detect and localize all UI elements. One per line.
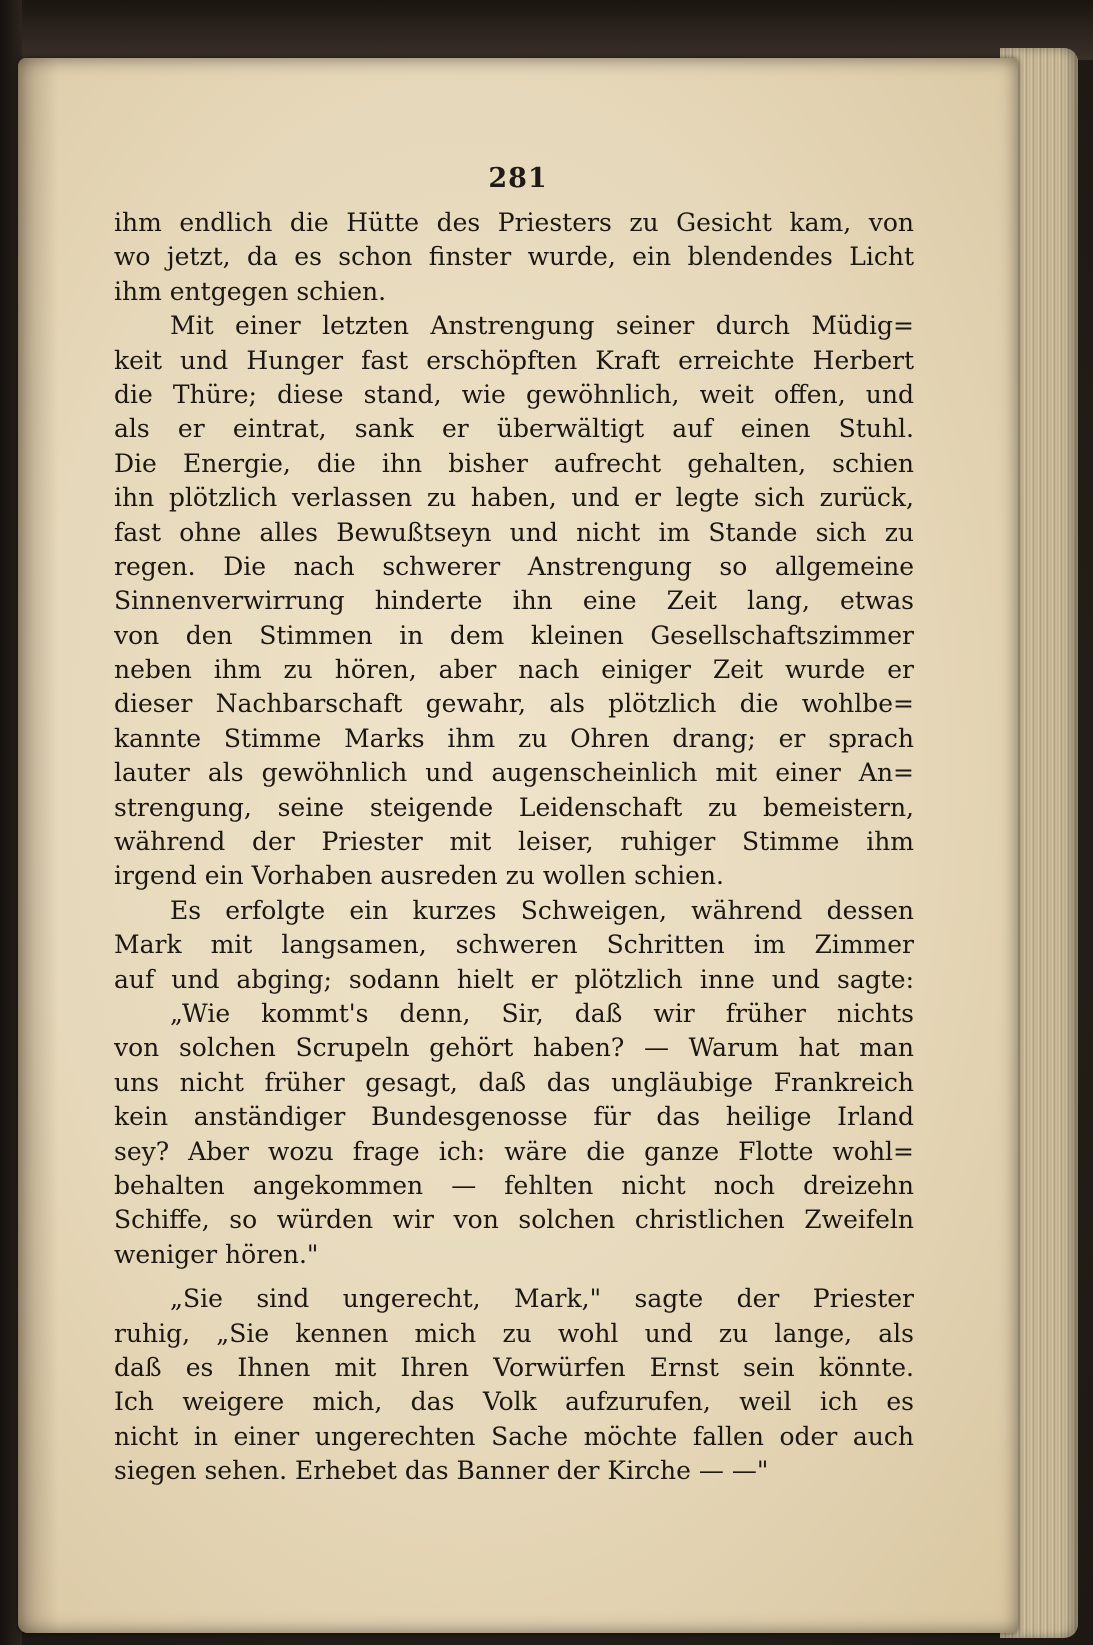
text-line: von den Stimmen in dem kleinen Gesellschaftszimmer	[114, 620, 914, 650]
text-line: als er eintrat, sank er überwältigt auf einen Stuhl.	[114, 414, 914, 444]
page-number: 281	[488, 163, 548, 194]
text-line: lauter als gewöhnlich und augenscheinlich mit einer An=	[114, 758, 914, 788]
text-line: Sinnenverwirrung hinderte ihn eine Zeit lang, etwas	[114, 586, 914, 616]
text-line: „Sie sind ungerecht, Mark," sagte der Priester	[170, 1284, 914, 1314]
text-line: nicht in einer ungerechten Sache möchte fallen oder auch	[114, 1421, 914, 1451]
text-line: neben ihm zu hören, aber nach einiger Zeit wurde er	[114, 655, 914, 685]
text-line: ihm entgegen schien.	[114, 276, 387, 306]
text-line: von solchen Scrupeln gehört haben? — Warum hat man	[114, 1033, 914, 1063]
text-line: Mark mit langsamen, schweren Schritten im Zimmer	[114, 930, 914, 960]
text-line: während der Priester mit leiser, ruhiger Stimme ihm	[114, 827, 914, 857]
text-line: regen. Die nach schwerer Anstrengung so allgemeine	[114, 551, 914, 581]
text-line: siegen sehen. Erhebet das Banner der Kirche — —"	[114, 1456, 769, 1486]
text-line: keit und Hunger fast erschöpften Kraft erreichte Herbert	[114, 345, 914, 375]
text-line: Schiffe, so würden wir von solchen christlichen Zweifeln	[114, 1205, 914, 1235]
text-line: Ich weigere mich, das Volk aufzurufen, weil ich es	[114, 1387, 914, 1417]
text-line: fast ohne alles Bewußtseyn und nicht im Stande sich zu	[114, 517, 914, 547]
text-line: ruhig, „Sie kennen mich zu wohl und zu lange, als	[114, 1318, 914, 1348]
text-line: wo jetzt, da es schon finster wurde, ein blendendes Licht	[114, 242, 914, 272]
text-line: daß es Ihnen mit Ihren Vorwürfen Ernst sein könnte.	[114, 1352, 914, 1382]
text-line: uns nicht früher gesagt, daß das ungläubige Frankreich	[114, 1067, 914, 1097]
body-text	[114, 206, 914, 1488]
text-line: ihn plötzlich verlassen zu haben, und er legte sich zurück,	[114, 483, 914, 513]
text-line: die Thüre; diese stand, wie gewöhnlich, weit offen, und	[114, 379, 914, 409]
text-line: kannte Stimme Marks ihm zu Ohren drang; er sprach	[114, 723, 914, 753]
text-line: strengung, seine steigende Leidenschaft zu bemeistern,	[114, 792, 914, 822]
text-line: Die Energie, die ihn bisher aufrecht gehalten, schien	[114, 448, 914, 478]
text-line: sey? Aber wozu frage ich: wäre die ganze Flotte wohl=	[114, 1136, 914, 1166]
text-line: Mit einer letzten Anstrengung seiner durch Müdig=	[170, 311, 914, 341]
text-line: ihm endlich die Hütte des Priesters zu Gesicht kam, von	[114, 208, 914, 237]
paragraph-gap	[114, 1272, 914, 1282]
text-line: dieser Nachbarschaft gewahr, als plötzlich die wohlbe=	[114, 689, 914, 719]
text-line: kein anständiger Bundesgenosse für das heilige Irland	[114, 1102, 914, 1132]
text-line: Es erfolgte ein kurzes Schweigen, während dessen	[170, 895, 914, 925]
text-line: auf und abging; sodann hielt er plötzlich inne und sagte:	[114, 964, 914, 994]
text-line: irgend ein Vorhaben ausreden zu wollen schien.	[114, 861, 724, 891]
text-line: behalten angekommen — fehlten nicht noch dreizehn	[114, 1170, 914, 1200]
book-cover-top	[0, 0, 1093, 60]
text-line: weniger hören."	[114, 1239, 319, 1269]
text-line: „Wie kommt's denn, Sir, daß wir früher nichts	[170, 998, 914, 1028]
book-page	[18, 58, 1018, 1633]
